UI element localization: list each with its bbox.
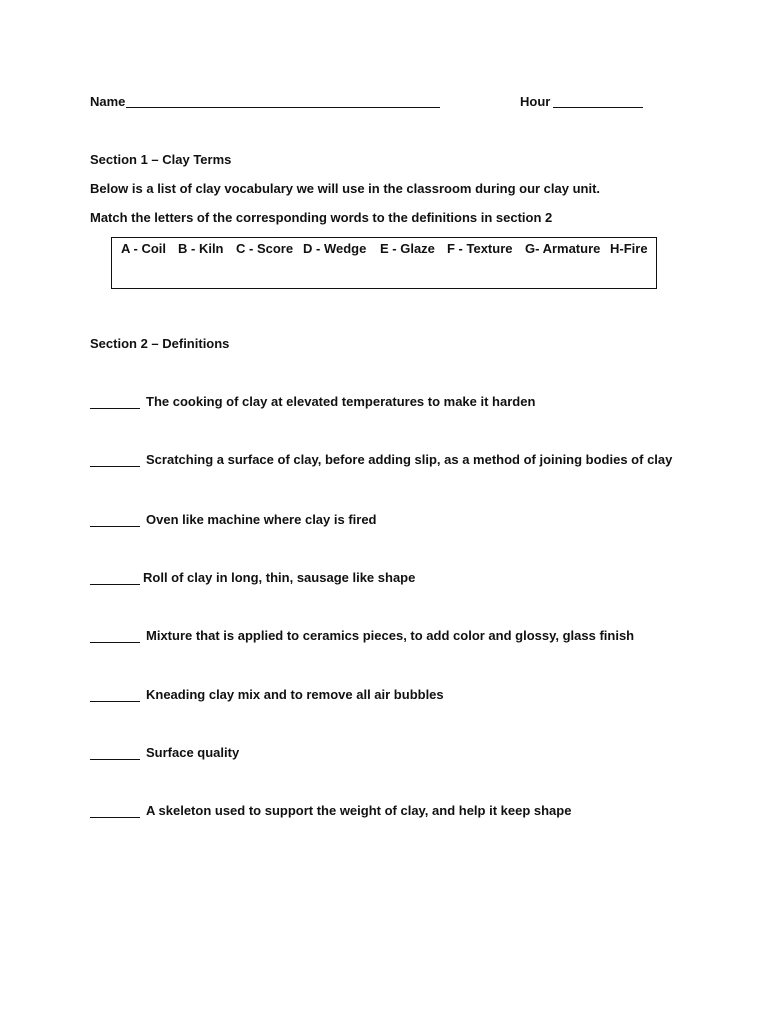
answer-blank[interactable] (90, 408, 140, 409)
term-wedge: D - Wedge (303, 241, 367, 256)
definition-text: Roll of clay in long, thin, sausage like shape (143, 570, 416, 585)
definition-text: Surface quality (146, 745, 240, 760)
answer-blank[interactable] (90, 526, 140, 527)
answer-blank[interactable] (90, 466, 140, 467)
term-kiln: B - Kiln (178, 241, 224, 256)
answer-blank[interactable] (90, 642, 140, 643)
definition-row (90, 394, 690, 414)
answer-blank[interactable] (90, 701, 140, 702)
term-armature: G- Armature (525, 241, 601, 256)
name-blank-line[interactable] (126, 107, 440, 108)
definition-text: Kneading clay mix and to remove all air bubbles (146, 687, 444, 702)
definition-row (90, 687, 690, 707)
definition-row (90, 570, 690, 590)
answer-blank[interactable] (90, 759, 140, 760)
definition-row (90, 628, 690, 648)
definition-row (90, 452, 690, 472)
section1-intro-line-1: Below is a list of clay vocabulary we will use in the classroom during our clay unit. (90, 181, 601, 196)
definition-row (90, 745, 690, 765)
definition-row (90, 803, 690, 823)
definition-text: A skeleton used to support the weight of clay, and help it keep shape (146, 803, 572, 818)
definition-text: Mixture that is applied to ceramics pieces, to add color and glossy, glass finish (146, 628, 635, 643)
definition-text: The cooking of clay at elevated temperatures to make it harden (146, 394, 536, 409)
hour-label: Hour (520, 94, 551, 109)
term-score: C - Score (236, 241, 294, 256)
term-coil: A - Coil (121, 241, 167, 256)
answer-blank[interactable] (90, 817, 140, 818)
section1-title: Section 1 – Clay Terms (90, 152, 232, 167)
definition-row (90, 512, 690, 532)
answer-blank[interactable] (90, 584, 140, 585)
definition-text: Oven like machine where clay is fired (146, 512, 377, 527)
definition-text: Scratching a surface of clay, before adding slip, as a method of joining bodies of clay (146, 452, 673, 467)
name-label: Name (90, 94, 126, 109)
term-fire: H-Fire (610, 241, 648, 256)
section2-title: Section 2 – Definitions (90, 336, 230, 351)
term-glaze: E - Glaze (380, 241, 435, 256)
vocabulary-term-box (111, 237, 657, 289)
term-texture: F - Texture (447, 241, 513, 256)
hour-blank-line[interactable] (553, 107, 643, 108)
section1-intro-line-2: Match the letters of the corresponding words to the definitions in section 2 (90, 210, 553, 225)
